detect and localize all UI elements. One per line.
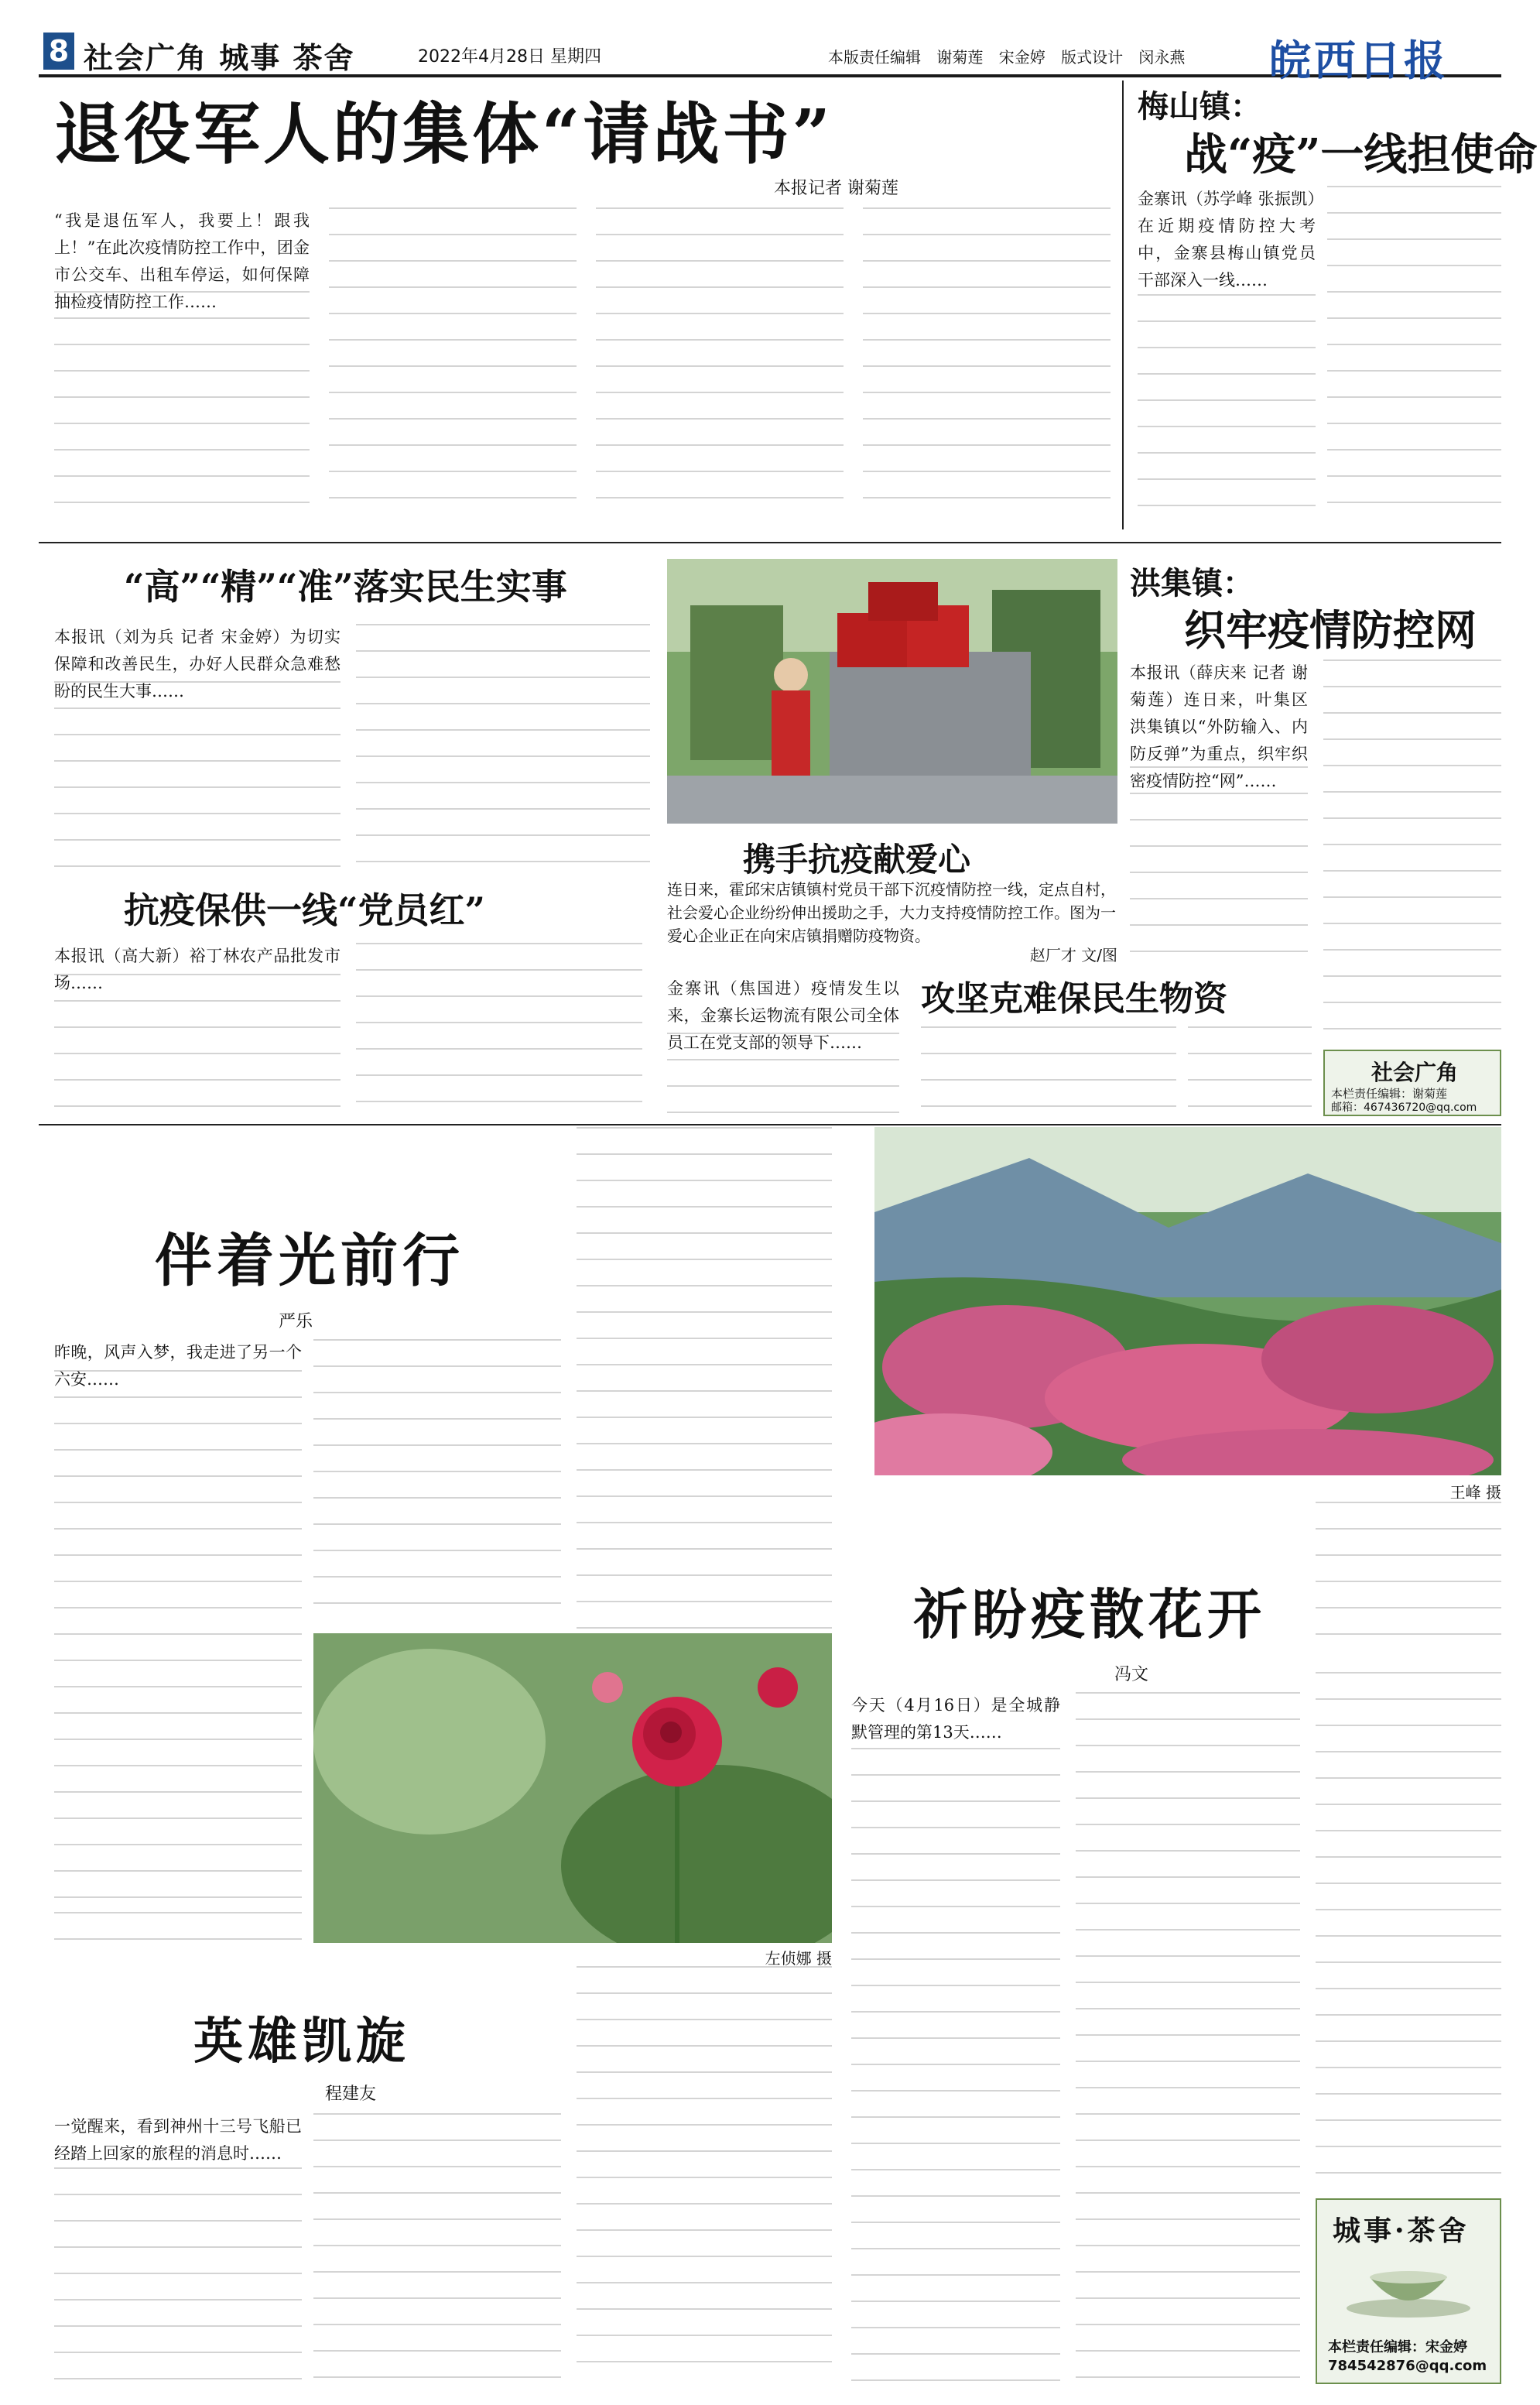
article2-body-col1 bbox=[1138, 294, 1316, 526]
article7-body-col3 bbox=[1323, 975, 1501, 1045]
article7-body-col2 bbox=[1188, 1026, 1312, 1113]
photo1-caption: 连日来，霍邱宋店镇镇村党员干部下沉疫情防控一线，定点自村，社会爱心企业纷纷伸出援助之手，大力支持疫情防控工作。图为一爱心企业正在向宋店镇捐赠防疫物资。 bbox=[667, 880, 1116, 945]
column-divider bbox=[1122, 81, 1124, 529]
photo3-credit: 左侦娜 摄 bbox=[765, 1949, 832, 1968]
column-box2-title: 城事·茶舍 bbox=[1333, 2215, 1470, 2247]
essay3-body-col1 bbox=[54, 2167, 302, 2384]
essay1-title: 伴着光前行 bbox=[155, 1228, 464, 1294]
article2-lead: 金寨讯（苏学峰 张振凯）在近期疫情防控大考中，金寨县梅山镇党员干部深入一线…… bbox=[1138, 190, 1316, 289]
article5-body-col1 bbox=[54, 974, 341, 1113]
masthead-logo: 皖西日报 bbox=[1269, 36, 1449, 85]
essay3-author: 程建友 bbox=[325, 2085, 377, 2104]
essay3-title: 英雄凯旋 bbox=[193, 2013, 410, 2071]
photo2-credit: 王峰 摄 bbox=[1449, 1483, 1501, 1502]
essay1-body-col3 bbox=[577, 1127, 832, 1630]
article1-body-col3 bbox=[596, 207, 844, 523]
teacup-illustration bbox=[1323, 2254, 1494, 2324]
article7-title: 攻坚克难保民生物资 bbox=[921, 979, 1227, 1019]
section-title: 社会广角 城事 茶舍 bbox=[84, 41, 355, 75]
article1-lead: “我是退伍军人，我要上！跟我上！”在此次疫情防控工作中，团金市公交车、出租车停运，如何保障抽检疫情防控工作…… bbox=[54, 211, 310, 311]
essay2-author: 冯文 bbox=[1114, 1665, 1149, 1684]
article5-title: 抗疫保供一线“党员红” bbox=[124, 889, 485, 931]
article4-kicker: 洪集镇： bbox=[1130, 565, 1254, 601]
essay2-body-col3 bbox=[1316, 1672, 1501, 2183]
article3-body-col1 bbox=[54, 681, 341, 867]
article1-title: 退役军人的集体“请战书” bbox=[54, 95, 833, 173]
article4-title: 织牢疫情防控网 bbox=[1184, 605, 1477, 655]
essay2-body-col2 bbox=[1076, 1692, 1300, 2383]
page-number: 8 bbox=[43, 33, 74, 70]
photo1-credit: 赵厂才 文/图 bbox=[1029, 946, 1117, 964]
article1-body-col4 bbox=[863, 207, 1111, 523]
column-box2-editor: 本栏责任编辑：宋金婷 bbox=[1328, 2339, 1467, 2355]
article5-lead: 本报讯（高大新）裕丁林农产品批发市场…… bbox=[54, 947, 341, 992]
article1-body-col1 bbox=[54, 291, 310, 523]
column-box-title: 社会广角 bbox=[1371, 1060, 1459, 1085]
column-box2-email: 784542876@qq.com bbox=[1328, 2358, 1487, 2374]
essay1-body-col2 bbox=[313, 1339, 561, 1626]
essay2-title: 祈盼疫散花开 bbox=[913, 1582, 1266, 1646]
article4-lead: 本报讯（薛庆来 记者 谢菊莲）连日来，叶集区洪集镇以“外防输入、内防反弹”为重点，织牢织密疫情防控“网”…… bbox=[1130, 663, 1308, 790]
article3-body-col2 bbox=[356, 624, 650, 867]
article2-title: 战“疫”一线担使命 bbox=[1184, 129, 1538, 180]
essay1-body-col1 bbox=[54, 1370, 302, 1904]
column-box-city-teahouse bbox=[1316, 2198, 1501, 2384]
editors-line: 本版责任编辑 谢菊莲 宋金婷 版式设计 闵永燕 bbox=[828, 48, 1186, 67]
article5-body-col2 bbox=[356, 943, 642, 1113]
essay1-author: 严乐 bbox=[279, 1312, 313, 1331]
photo-landscape-flowers bbox=[874, 1127, 1501, 1475]
article6-lead: 金寨讯（焦国进）疫情发生以来，金寨长运物流有限公司全体员工在党支部的领导下…… bbox=[667, 979, 899, 1052]
section-rule bbox=[39, 542, 1501, 543]
issue-date: 2022年4月28日 星期四 bbox=[418, 47, 601, 67]
photo1-title: 携手抗疫献爱心 bbox=[743, 841, 971, 879]
essay3-body-col3 bbox=[577, 1966, 832, 2384]
article4-body-col2 bbox=[1323, 659, 1501, 952]
essay3-lead: 一觉醒来，看到神州十三号飞船已经踏上回家的旅程的消息时…… bbox=[54, 2117, 302, 2163]
essay2-body-col1 bbox=[851, 1748, 1060, 2383]
article1-body-col2 bbox=[329, 207, 577, 523]
article2-kicker: 梅山镇： bbox=[1138, 88, 1261, 125]
column-box-social bbox=[1323, 1050, 1501, 1116]
article2-body-col2 bbox=[1327, 186, 1501, 526]
column-box-editor: 本栏责任编辑：谢菊莲 bbox=[1331, 1087, 1448, 1101]
photo-volunteers bbox=[667, 559, 1117, 824]
essay1-body-end bbox=[54, 1912, 302, 1958]
essay2-lead: 今天（4月16日）是全城静默管理的第13天…… bbox=[851, 1696, 1060, 1742]
article7-body-col1 bbox=[921, 1026, 1176, 1113]
article4-body-col1 bbox=[1130, 766, 1308, 952]
column-box-email: 邮箱：467436720@qq.com bbox=[1331, 1101, 1477, 1114]
article3-lead: 本报讯（刘为兵 记者 宋金婷）为切实保障和改善民生，办好人民群众急难愁盼的民生大事…… bbox=[54, 628, 341, 701]
essay2-body-top bbox=[1316, 1502, 1501, 1656]
article1-byline: 本报记者 谢菊莲 bbox=[774, 179, 898, 198]
article6-body bbox=[667, 1033, 899, 1113]
photo-rose bbox=[313, 1633, 832, 1943]
section-rule bbox=[39, 1124, 1501, 1125]
essay3-body-col2 bbox=[313, 2113, 561, 2384]
article3-title: “高”“精”“准”落实民生实事 bbox=[124, 566, 567, 608]
essay1-lead: 昨晚，风声入梦，我走进了另一个六安…… bbox=[54, 1343, 302, 1389]
